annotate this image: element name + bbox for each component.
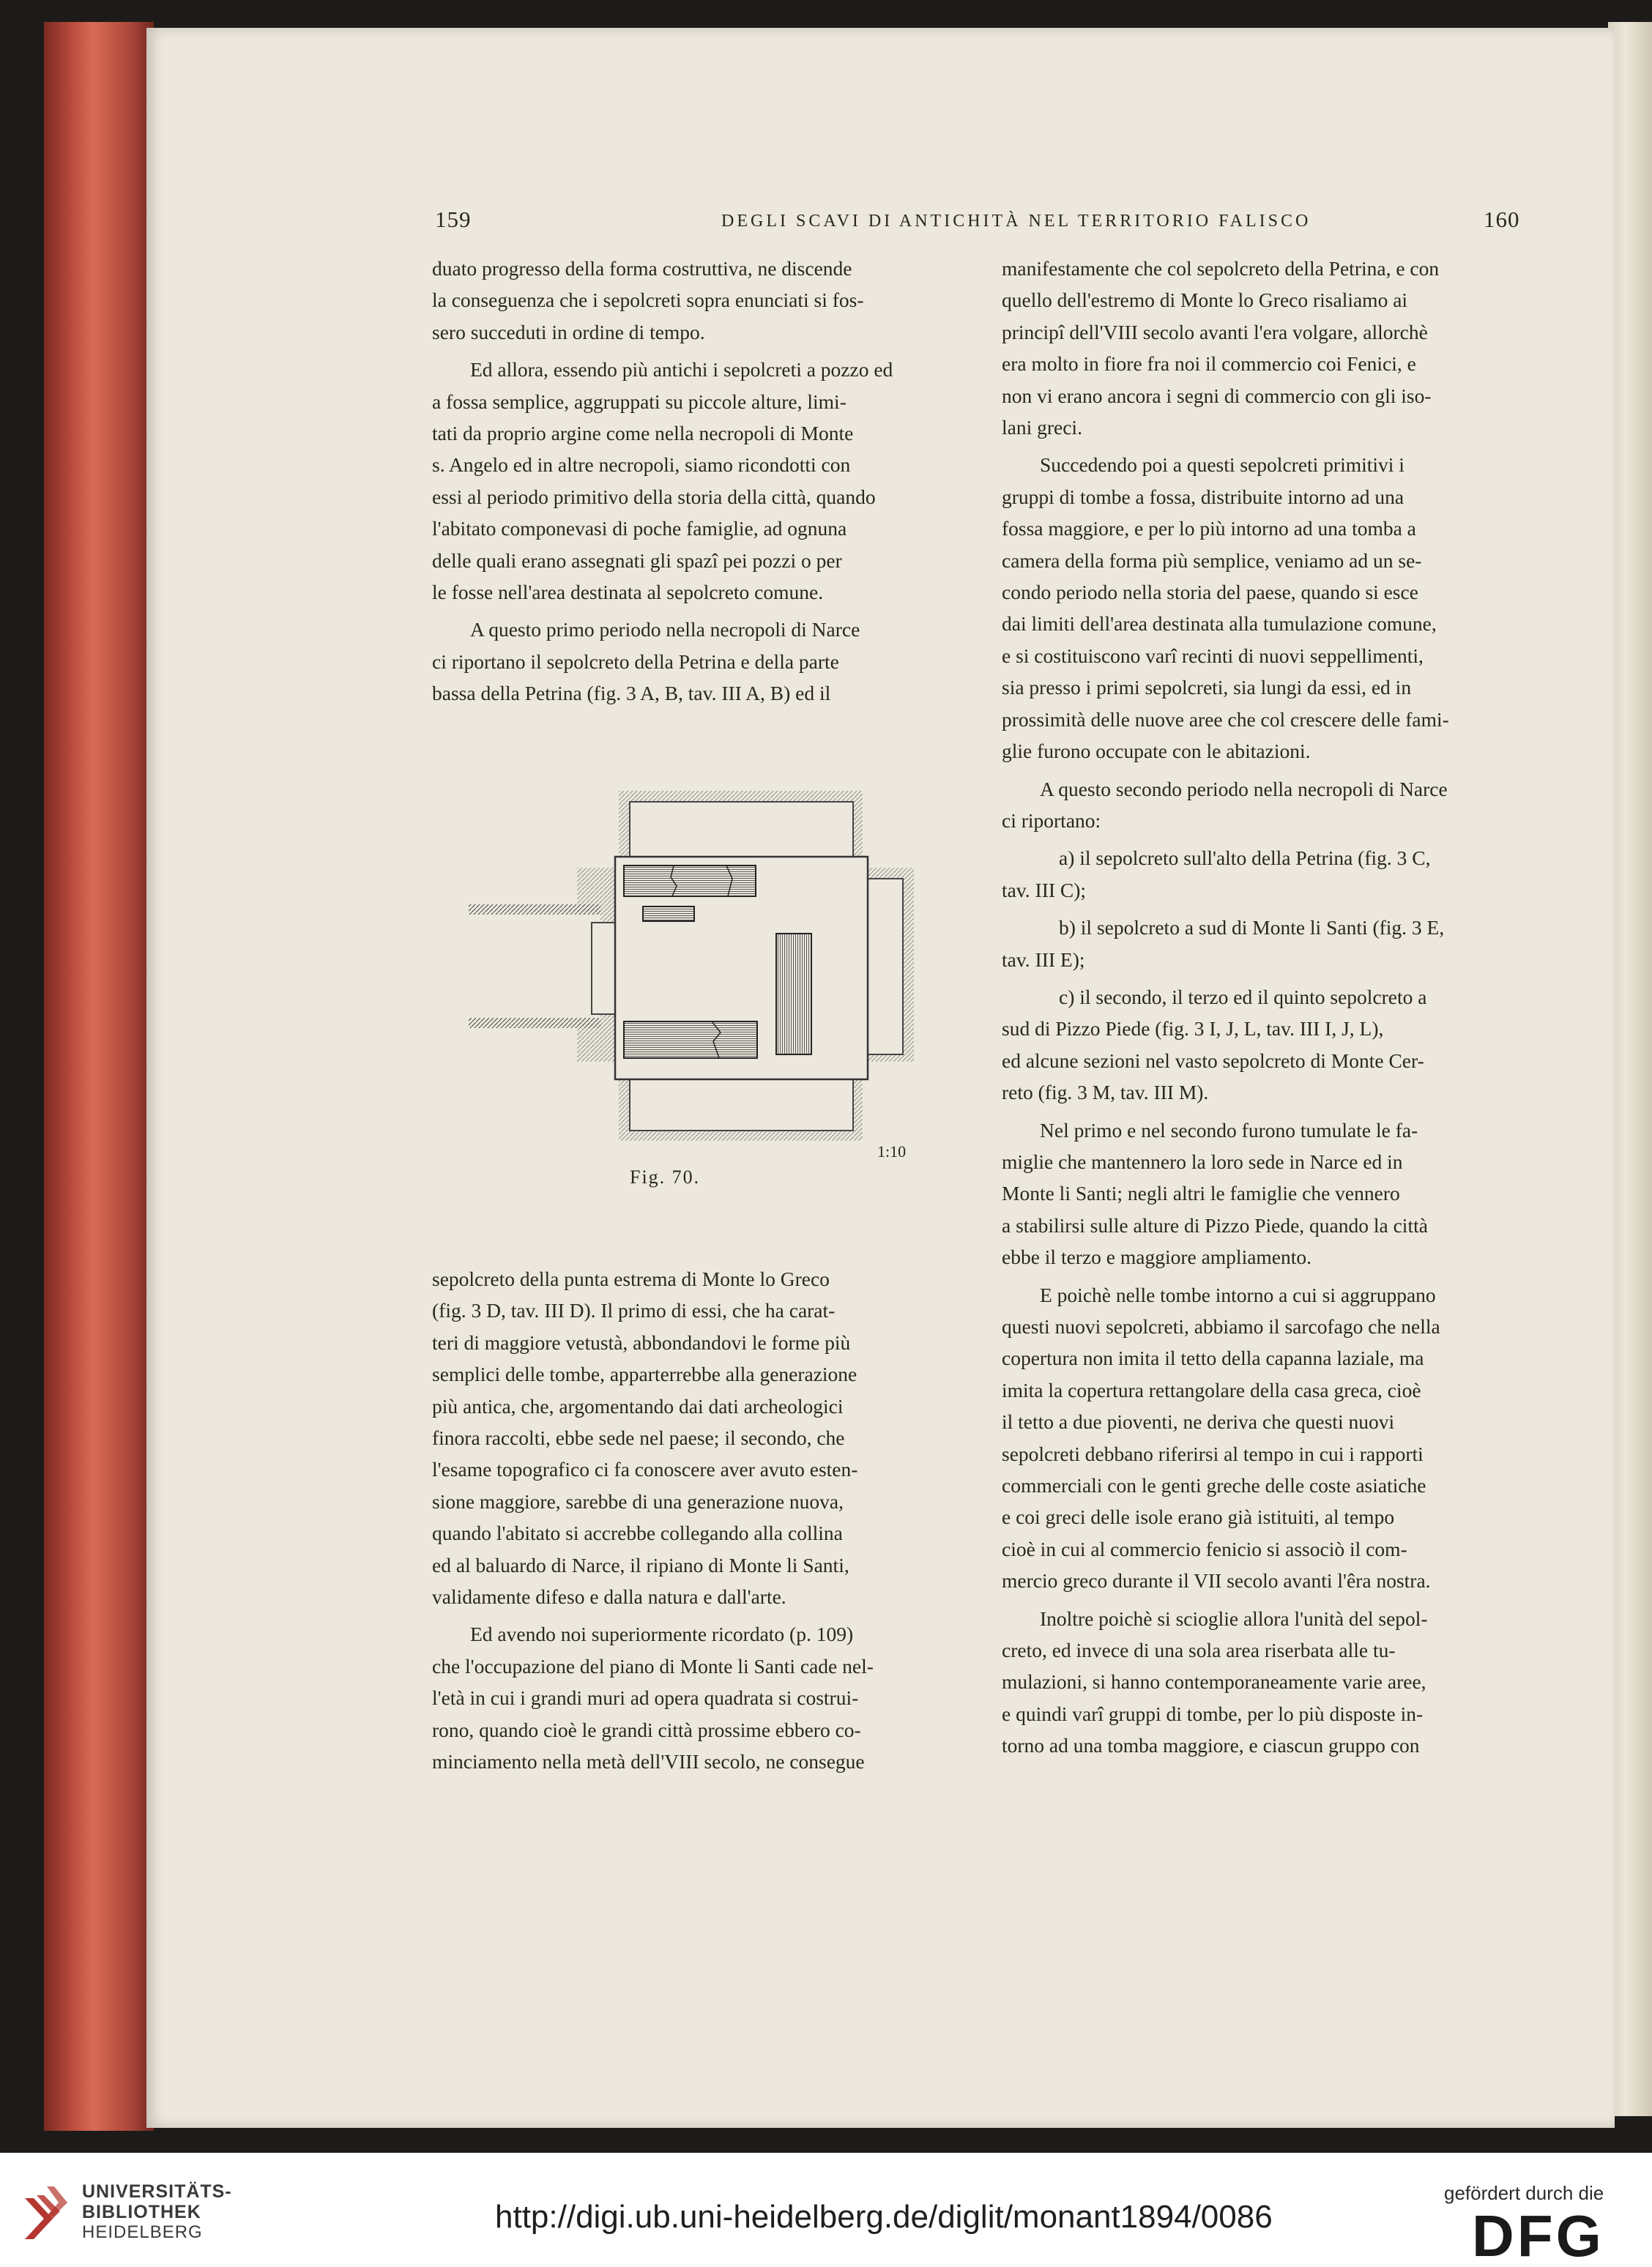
book-edge-left: [44, 22, 154, 2131]
right-column: [1002, 253, 1533, 1762]
paragraph: manifestamente che col sepolcreto della Petrina, e con quello dell'estremo di Monte lo Greco risaliamo ai principî dell'VIII secolo avanti l'era volgare, allorchè era molto in fiore fra noi il commercio coi Fenici, e non vi erano ancora i segni di commercio con gli iso- lani greci.: [1002, 257, 1440, 439]
tomb-plan-figure: [454, 776, 923, 1186]
left-recess: [592, 923, 617, 1014]
top-recess: [630, 802, 853, 863]
slab-bottom: [624, 1021, 757, 1058]
paragraph: A questo primo periodo nella necropoli di Narce ci riportano il sepolcreto della Petrina e della parte bassa della Petrina (fig. 3 A, B, tav. III A, B) ed il: [432, 618, 860, 705]
dfg-logo: [1472, 2208, 1631, 2260]
funded-by-label: gefördert durch die: [1444, 2182, 1604, 2204]
left-column: [432, 253, 963, 710]
dromos-wall-bottom: [469, 1018, 600, 1028]
paragraph: E poichè nelle tombe intorno a cui si aggruppano questi nuovi sepolcreti, abbiamo il sarcofago che nella copertura non imita il tetto della capanna laziale, ma imita la copertura rettangolare della casa greca, cioè il tetto a due pioventi, ne deriva che questi nuovi sepolcreti debbano riferirsi al tempo in cui i rapporti commerciali con le genti greche delle coste asiatiche e coi greci delle isole erano già istituiti, al tempo cioè in cui al commercio fenicio si associò il com- mercio greco durante il VII secolo avanti l'êra nostra.: [1002, 1283, 1440, 1593]
slab-small: [643, 907, 694, 921]
paragraph: Nel primo e nel secondo furono tumulate le fa- miglie che mantennero la loro sede in Narce ed in Monte li Santi; negli altri le famiglie che vennero a stabilirsi sulle alture di Pizzo Piede, quando la città ebbe il terzo e maggiore ampliamento.: [1002, 1118, 1428, 1269]
university-logo-icon: [22, 2182, 70, 2242]
page-edge-right: [1608, 22, 1652, 2116]
figure-scale: 1:10: [877, 1142, 907, 1161]
page-number-left: 159: [435, 206, 472, 232]
page-number-right: 160: [1484, 206, 1520, 232]
dromos: [469, 915, 600, 1018]
left-column-continued: [432, 1263, 963, 1778]
paragraph: duato progresso della forma costruttiva, ne discende la conseguenza che i sepolcreti sopra enunciati si fos- sero succeduti in ordine di tempo.: [432, 257, 864, 343]
list-item: b) il sepolcreto a sud di Monte li Santi (fig. 3 E, tav. III E);: [1002, 916, 1445, 971]
dromos-wall-top: [469, 904, 600, 915]
paragraph: A questo secondo periodo nella necropoli di Narce ci riportano:: [1002, 777, 1448, 832]
slab-top: [624, 866, 756, 896]
figure-caption: Fig. 70.: [630, 1166, 701, 1188]
university-name-line3: HEIDELBERG: [82, 2222, 203, 2242]
university-name-line1: UNIVERSITÄTS-: [82, 2181, 232, 2202]
paragraph: Inoltre poichè si scioglie allora l'unità del sepol- creto, ed invece di una sola area riserbata alle tu- mulazioni, si hanno contemporaneamente varie aree, e quindi varî gruppi di tombe, per lo più disposte in- torno ad una tomba maggiore, e ciascun gruppo con: [1002, 1607, 1428, 1757]
paragraph: Ed avendo noi superiormente ricordato (p. 109) che l'occupazione del piano di Monte li Santi cade nel- l'età in cui i grandi muri ad opera quadrata si costrui- rono, quando cioè le grandi città prossime ebbero co- minciamento nella metà dell'VIII secolo, ne consegue: [432, 1623, 874, 1773]
paragraph: sepolcreto della punta estrema di Monte lo Greco (fig. 3 D, tav. III D). Il primo di essi, che ha carat- teri di maggiore vetustà, abbondandovi le forme più semplici delle tombe, apparterrebbe alla generazione più antica, che, argomentando dai dati archeologici finora raccolti, ebbe sede nel paese; il secondo, che l'esame topografico ci fa conoscere aver avuto esten- sione maggiore, sarebbe di una generazione nuova, quando l'abitato si accrebbe collegando alla collina ed al baluardo di Narce, il ripiano di Monte li Santi, validamente difeso e dalla natura e dall'arte.: [432, 1267, 858, 1609]
running-title: DEGLI SCAVI DI ANTICHITÀ NEL TERRITORIO FALISCO: [721, 212, 1311, 231]
university-name-line2: BIBLIOTHEK: [82, 2202, 201, 2222]
svg-text:DFG: DFG: [1472, 2208, 1604, 2260]
paragraph: Ed allora, essendo più antichi i sepolcreti a pozzo ed a fossa semplice, aggruppati su piccole alture, limi- tati da proprio argine come nella necropoli di Monte s. Angelo ed in altre necropoli, siamo ricondotti con essi al periodo primitivo della storia della città, quando l'abitato componevasi di poche famiglie, ad ognuna delle quali erano assegnati gli spazî pei pozzi o per le fosse nell'area destinata al sepolcreto comune.: [432, 358, 893, 604]
source-url-link[interactable]: http://digi.ub.uni-heidelberg.de/diglit/monant1894/0086: [495, 2199, 1273, 2235]
list-item: a) il sepolcreto sull'alto della Petrina (fig. 3 C, tav. III C);: [1002, 846, 1431, 901]
slab-right: [776, 934, 811, 1054]
right-recess: [868, 879, 903, 1054]
list-item: c) il secondo, il terzo ed il quinto sepolcreto a sud di Pizzo Piede (fig. 3 I, J, L, tav. III I, J, L), ed alcune sezioni nel vasto sepolcreto di Monte Cer- reto (fig. 3 M, tav. III M).: [1002, 985, 1427, 1104]
paragraph: Succedendo poi a questi sepolcreti primitivi i gruppi di tombe a fossa, distribuite intorno ad una fossa maggiore, e per lo più intorno ad una tomba a camera della forma più semplice, veniamo ad un se- condo periodo nella storia del paese, quando si esce dai limiti dell'area destinata alla tumulazione comune, e si costituiscono varî recinti di nuovi seppellimenti, sia presso i primi sepolcreti, sia lungi da essi, ed in prossimità delle nuove aree che col crescere delle fami- glie furono occupate con le abitazioni.: [1002, 453, 1449, 763]
